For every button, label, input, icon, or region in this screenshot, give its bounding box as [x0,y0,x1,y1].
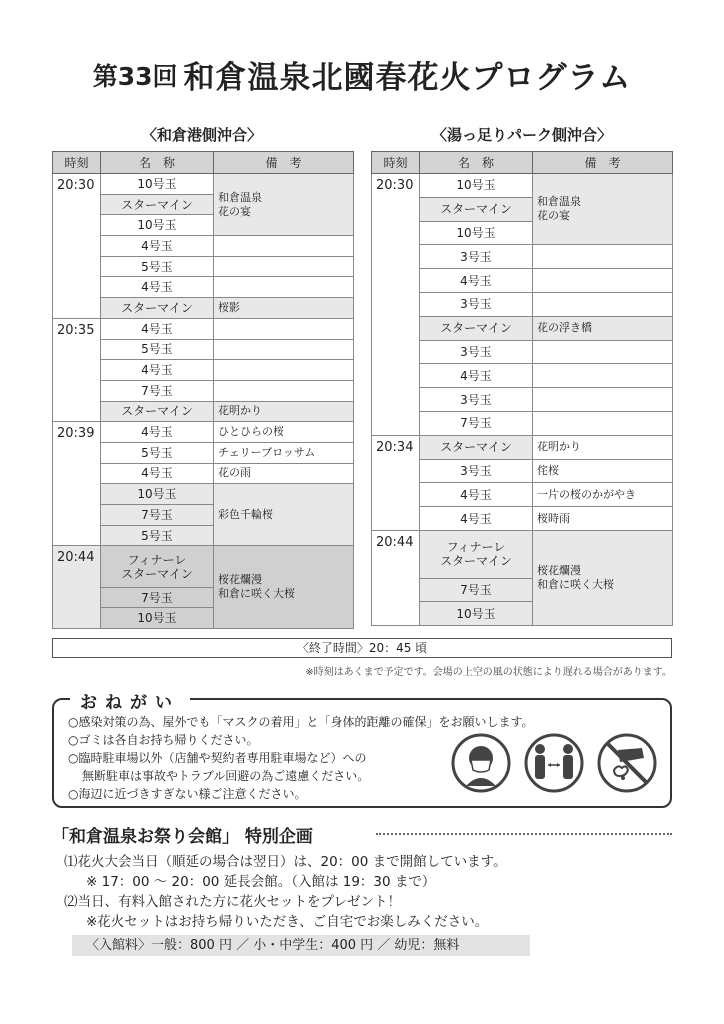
note-cell [533,340,673,364]
name-cell: 7号玉 [101,505,214,526]
left-section-label: 〈和倉港側沖合〉 [141,126,262,144]
note-cell: 花の浮き橋 [533,316,673,340]
note-cell [214,236,354,257]
event-line: ⑴花火大会当日（順延の場合は翌日）は、20：00 まで開館しています。 [64,854,507,870]
name-cell: スターマイン [101,298,214,319]
note-cell: 花明かり [214,401,354,422]
name-cell: 4号玉 [101,422,214,443]
note-cell: 花明かり [533,435,673,459]
note-cell: 桜時雨 [533,507,673,531]
event-line: ⑵当日、有料入館された方に花火セットをプレゼント！ [64,894,401,910]
name-cell: 7号玉 [101,380,214,401]
request-item: ○海辺に近づきすぎない様ご注意ください。 [68,787,307,801]
time-cell: 20:30 [372,174,420,436]
name-cell: 5号玉 [101,442,214,463]
time-cell: 20:44 [53,546,101,629]
header-name: 名 称 [420,152,533,174]
name-cell: 4号玉 [101,236,214,257]
header-time: 時刻 [372,152,420,174]
name-cell: 7号玉 [420,411,533,435]
name-cell: フィナーレ スターマイン [420,530,533,578]
requests-box [52,693,672,808]
name-cell: フィナーレ スターマイン [101,546,214,587]
header-note: 備 考 [214,152,354,174]
note-cell: 桜花爛漫 和倉に咲く大桜 [214,546,354,629]
name-cell: 4号玉 [420,507,533,531]
name-cell: 4号玉 [420,269,533,293]
name-cell: 10号玉 [420,221,533,245]
name-cell: 10号玉 [101,608,214,629]
note-cell: 侘桜 [533,459,673,483]
note-cell [533,388,673,412]
note-cell: 桜影 [214,298,354,319]
request-icons [444,732,658,798]
note-cell [214,339,354,360]
name-cell: 4号玉 [420,483,533,507]
event-line: ※ 17：00 〜 20：00 延長会館。（入館は 19：30 まで） [86,874,436,890]
name-cell: 3号玉 [420,245,533,269]
name-cell: 5号玉 [101,525,214,546]
name-cell: 4号玉 [101,277,214,298]
name-cell: スターマイン [420,316,533,340]
schedule-footnote: ※時刻はあくまで予定です。会場の上空の風の状態により遅れる場合があります。 [305,667,672,678]
header-note: 備 考 [533,152,673,174]
name-cell: 3号玉 [420,340,533,364]
end-time: 〈終了時間〉20：45 頃 [52,638,672,658]
note-cell [533,269,673,293]
name-cell: スターマイン [420,197,533,221]
request-item: ○感染対策の為、屋外でも「マスクの着用」と「身体的距離の確保」をお願いします。 [68,715,534,729]
distance-icon [523,732,585,794]
note-cell [214,360,354,381]
time-cell: 20:44 [372,530,420,625]
request-item: ○ゴミは各自お持ち帰りください。 [68,733,259,747]
name-cell: 4号玉 [420,364,533,388]
name-cell: 5号玉 [101,256,214,277]
name-cell: 5号玉 [101,339,214,360]
name-cell: 7号玉 [101,587,214,608]
name-cell: 10号玉 [420,602,533,626]
title-divider [376,833,672,835]
note-cell [533,411,673,435]
note-cell [214,277,354,298]
name-cell: 4号玉 [101,318,214,339]
note-cell [533,364,673,388]
name-cell: 10号玉 [101,174,214,195]
name-cell: 3号玉 [420,388,533,412]
note-cell [214,380,354,401]
name-cell: 10号玉 [101,215,214,236]
name-cell: 10号玉 [420,174,533,198]
name-cell: 7号玉 [420,578,533,602]
note-cell [214,256,354,277]
name-cell: スターマイン [101,401,214,422]
name-cell: 4号玉 [101,463,214,484]
note-cell: ひとひらの桜 [214,422,354,443]
title-main: 和倉温泉北國春花火プログラム [183,60,632,96]
note-cell [533,292,673,316]
note-cell: チェリーブロッサム [214,442,354,463]
page-title [0,52,724,97]
note-cell: 一片の桜のかがやき [533,483,673,507]
note-cell: 桜花爛漫 和倉に咲く大桜 [533,530,673,625]
name-cell: 3号玉 [420,459,533,483]
right-section-label: 〈湯っ足りパーク側沖合〉 [431,126,612,144]
request-item: 無断駐車は事故やトラブル回避の為ご遠慮ください。 [82,769,370,783]
note-cell: 花の雨 [214,463,354,484]
no-trash-icon [596,732,658,794]
request-item: ○臨時駐車場以外（店舗や契約者専用駐車場など）への [68,751,367,765]
note-cell: 和倉温泉 花の宴 [533,174,673,245]
note-cell [533,245,673,269]
header-name: 名 称 [101,152,214,174]
mask-icon [450,732,512,794]
time-cell: 20:35 [53,318,101,421]
event-line: ※花火セットはお持ち帰りいただき、ご自宅でお楽しみください。 [86,914,489,930]
title-prefix: 第33回 [92,62,178,91]
name-cell: スターマイン [101,194,214,215]
time-cell: 20:34 [372,435,420,530]
note-cell [214,318,354,339]
note-cell: 彩色千輪桜 [214,484,354,546]
requests-title: おねがい [70,688,190,713]
event-details [64,852,507,932]
time-cell: 20:30 [53,174,101,319]
header-time: 時刻 [53,152,101,174]
admission-fee: 〈入館料〉一般：800 円 ／ 小・中学生：400 円 ／ 幼児：無料 [72,935,530,956]
right-program-table [371,151,673,626]
left-program-table [52,151,354,629]
name-cell: 3号玉 [420,292,533,316]
note-cell: 和倉温泉 花の宴 [214,174,354,236]
time-cell: 20:39 [53,422,101,546]
event-title: 「和倉温泉お祭り会館」 特別企画 [52,827,313,847]
name-cell: スターマイン [420,435,533,459]
name-cell: 4号玉 [101,360,214,381]
name-cell: 10号玉 [101,484,214,505]
